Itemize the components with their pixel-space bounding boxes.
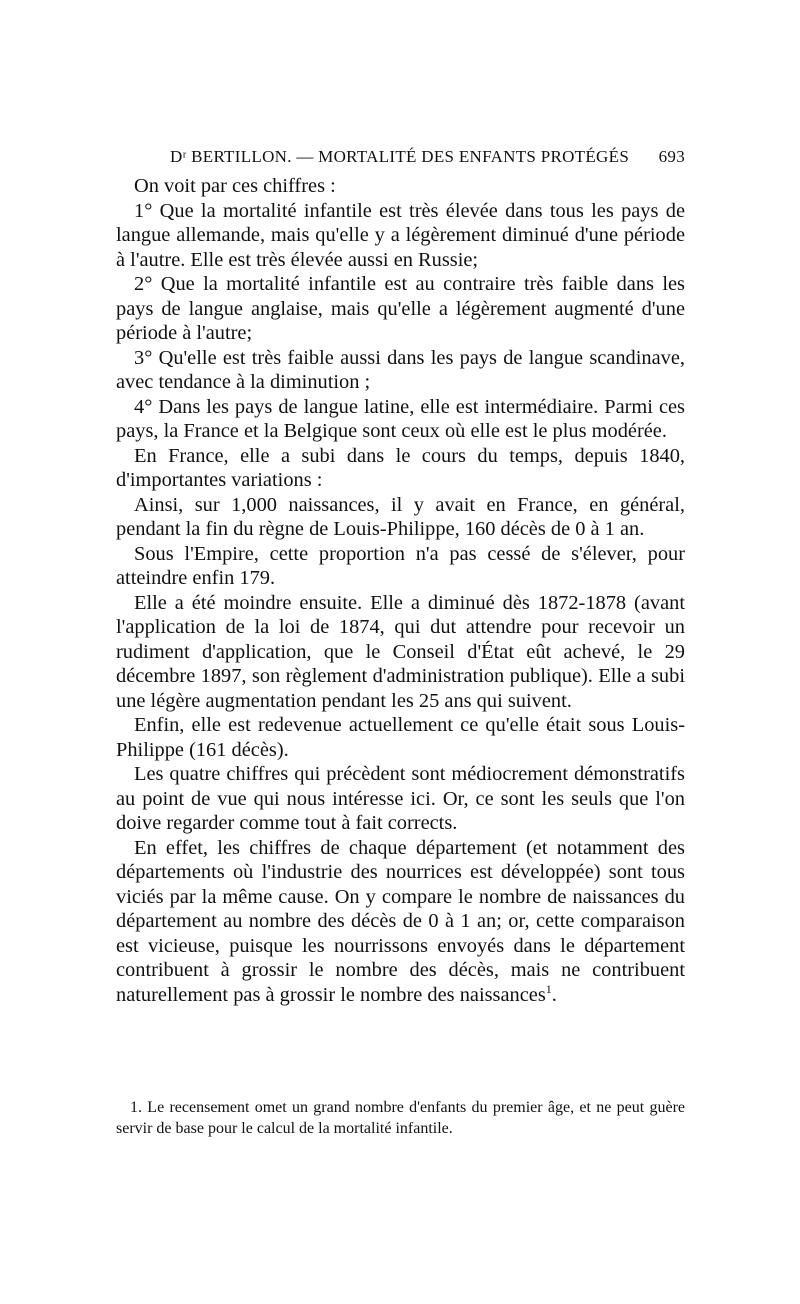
- running-title: Dʳ BERTILLON. — MORTALITÉ DES ENFANTS PROTÉGÉS: [170, 147, 630, 166]
- paragraph: En France, elle a subi dans le cours du temps, depuis 1840, d'importantes variations :: [116, 444, 685, 491]
- body-text: [116, 174, 685, 1007]
- page-number: 693: [658, 147, 685, 166]
- paragraph: 3° Qu'elle est très faible aussi dans les pays de langue scandinave, avec tendance à la diminution ;: [116, 346, 685, 393]
- paragraph: Enfin, elle est redevenue actuellement ce qu'elle était sous Louis-Philippe (161 décès).: [116, 714, 685, 761]
- paragraph-with-footnote: [116, 836, 685, 1008]
- paragraph: On voit par ces chiffres :: [134, 175, 336, 197]
- paragraph: Ainsi, sur 1,000 naissances, il y avait en France, en général, pendant la fin du règne de Louis-Philippe, 160 décès de 0 à 1 an.: [116, 493, 685, 540]
- paragraph: 4° Dans les pays de langue latine, elle est intermédiaire. Parmi ces pays, la France et la Belgique sont ceux où elle est le plus modérée.: [116, 395, 685, 442]
- paragraph: Elle a été moindre ensuite. Elle a diminué dès 1872-1878 (avant l'application de la loi de 1874, qui dut attendre pour recevoir un rudiment d'application, que le Conseil d'État eût achevé, le 29 décembre 1897, son règlement d'administration publique). Elle a subi une légère augmentation pendant les 25 ans qui suivent.: [116, 591, 685, 712]
- paragraph: Les quatre chiffres qui précèdent sont médiocrement démonstratifs au point de vue qui nous intéresse ici. Or, ce sont les seuls que l'on doive regarder comme tout à fait corrects.: [116, 763, 685, 834]
- paragraph: Sous l'Empire, cette proportion n'a pas cessé de s'élever, pour atteindre enfin 179.: [116, 542, 685, 589]
- paragraph: 2° Que la mortalité infantile est au contraire très faible dans les pays de langue anglaise, mais qu'elle a légèrement augmenté d'une période à l'autre;: [116, 273, 685, 344]
- paragraph-end: .: [551, 983, 557, 1006]
- footnote-reference[interactable]: 1: [545, 981, 552, 996]
- footnote-text: 1. Le recensement omet un grand nombre d'enfants du premier âge, et ne peut guère servir de base pour le calcul de la mortalité infantile.: [116, 1099, 685, 1137]
- paragraph: 1° Que la mortalité infantile est très élevée dans tous les pays de langue allemande, mais qu'elle y a légèrement diminué d'une période à l'autre. Elle est très élevée aussi en Russie;: [116, 199, 685, 271]
- footnote: [116, 1097, 685, 1139]
- paragraph-text: En effet, les chiffres de chaque département (et notamment des départements où l'industrie des nourrices est développée) sont tous viciés par la même cause. On y compare le nombre de naissances du département au nombre des décès de 0 à 1 an; or, cette comparaison est vicieuse, puisque les nourrissons envoyés dans le département contribuent à grossir le nombre des décès, mais ne contribuent naturellement pas à grossir le nombre des naissances: [116, 836, 685, 1006]
